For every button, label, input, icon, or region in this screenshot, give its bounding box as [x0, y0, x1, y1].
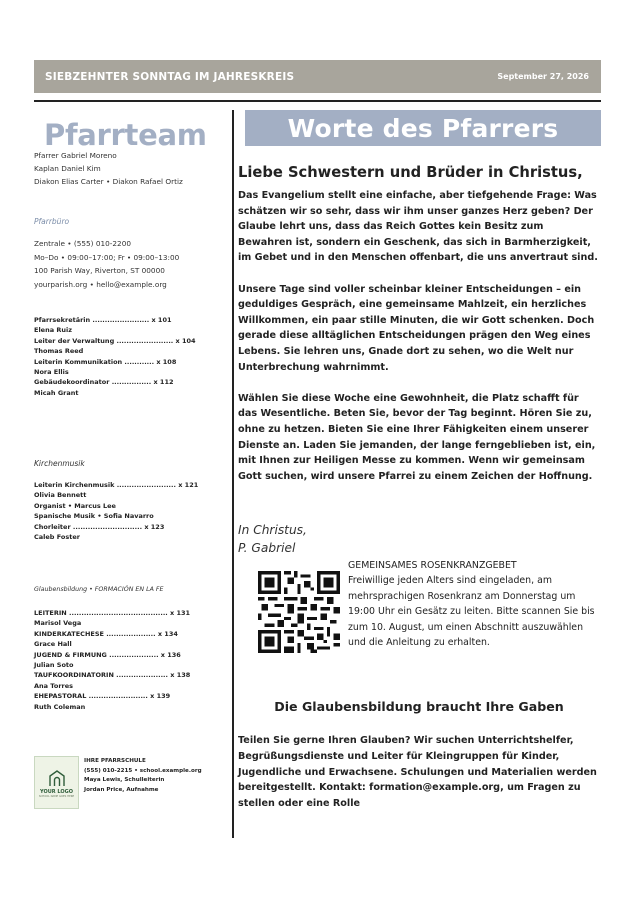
- office-line: Mo–Do • 09:00–17:00; Fr • 09:00–13:00: [34, 252, 180, 262]
- header-banner: [34, 60, 601, 93]
- faith-line: Ruth Coleman: [34, 702, 86, 711]
- school-logo-subtext: SCHOOL NAME GOES HERE: [38, 794, 75, 798]
- music-line: Spanische Musik • Sofia Navarro: [34, 512, 154, 521]
- faith-line: Grace Hall: [34, 640, 72, 649]
- letter-signature: [238, 522, 307, 557]
- music-heading: Kirchenmusik: [34, 459, 85, 468]
- qr-code[interactable]: [258, 570, 340, 654]
- rosary-text: Freiwillige jeden Alters sind eingeladen, am mehrsprachigen Rosenkranz am Donnerstag um 19:00 Uhr ein Gesätz zu leiten. Bitte scannen Sie bis zum 10. August, um einen Abschnitt auszuwählen und die Anleitung zu erhalten.: [348, 575, 595, 649]
- music-line: Caleb Foster: [34, 533, 80, 542]
- music-line: Organist • Marcus Lee: [34, 501, 116, 510]
- music-line: Leiterin Kirchenmusik ........................ x 121: [34, 481, 199, 489]
- faith-formation-appeal-heading: Die Glaubensbildung braucht Ihre Gaben: [274, 699, 564, 714]
- staff-line: Gebäudekoordinator ................ x 112: [34, 378, 174, 387]
- sidebar-heading: Pfarrteam: [44, 118, 207, 152]
- pastor-letter: [238, 188, 600, 484]
- office-heading: Pfarrbüro: [34, 217, 70, 226]
- faith-line: Julian Soto: [34, 661, 74, 670]
- office-info: [34, 237, 179, 291]
- staff-line: Elena Ruiz: [34, 326, 72, 335]
- letter-paragraph: ohne zu hetzen. Bieten Sie eine Ihrer Fähigkeiten einem unserer Dienste an. Laden Sie jemanden, der lange ferngeblieben ist, ein, mit Ihnen zur Heiligen Messe zu kommen. Wenn wir gemeinsam Gott suchen, wird unsere Pfarrei zu einem Zeichen der Hoffnung.: [238, 423, 596, 482]
- clergy-line: Diakon Elias Carter • Diakon Rafael Ortiz: [34, 177, 183, 186]
- pastor-section-heading: Worte des Pfarrers: [245, 110, 601, 146]
- office-line: 100 Parish Way, Riverton, ST 00000: [34, 266, 165, 275]
- staff-line: Leiterin Kommunikation ............ x 108: [34, 357, 177, 366]
- rosary-title: GEMEINSAMES ROSENKRANZGEBET: [348, 560, 517, 571]
- school-logo: [34, 756, 79, 809]
- faith-line: TAUFKOORDINATORIN ..................... x 138: [34, 671, 191, 680]
- staff-directory: [34, 315, 220, 398]
- liturgical-day-title: SIEBZEHNTER SONNTAG IM JAHRESKREIS: [45, 70, 295, 83]
- music-line: Chorleiter ............................ x 123: [34, 522, 165, 531]
- letter-greeting: Liebe Schwestern und Brüder in Christus,: [238, 164, 583, 181]
- staff-line: Nora Ellis: [34, 368, 69, 377]
- faith-line: LEITERIN ........................................ x 131: [34, 609, 191, 617]
- music-line: Olivia Bennett: [34, 491, 87, 500]
- faith-line: EHEPASTORAL ........................ x 139: [34, 692, 171, 701]
- clergy-list: [34, 149, 183, 188]
- bulletin-date: September 27, 2026: [497, 72, 589, 81]
- school-info: [84, 757, 202, 795]
- faith-line: KINDERKATECHESE .................... x 134: [34, 629, 178, 638]
- rosary-announcement: [348, 558, 602, 650]
- staff-line: Micah Grant: [34, 388, 79, 397]
- column-divider: [232, 110, 234, 838]
- faith-formation-heading: Glaubensbildung • FORMACIÓN EN LA FE: [34, 586, 164, 593]
- school-line: (555) 010-2215 • school.example.org: [84, 767, 202, 774]
- faith-line: Ana Torres: [34, 681, 74, 690]
- staff-line: Pfarrsekretärin ....................... x 101: [34, 316, 172, 324]
- school-line: Maya Lewis, Schulleiterin: [84, 777, 165, 784]
- faith-formation-appeal-text: Teilen Sie gerne Ihren Glauben? Wir suchen Unterrichtshelfer, Begrüßungsdienste und Leiter für Kleingruppen für Kinder, Jugendliche und Erwachsene. Schulungen und Materialien werden bereitgestellt. Kontakt: formation@example.org, um Fragen zu stellen oder eine Rolle: [238, 735, 597, 810]
- letter-paragraph: Wählen Sie diese Woche eine Gewohnheit, die Platz schafft für das Wesentliche. Beten Sie, bevor der Tag beginnt. Hören Sie zu,: [238, 392, 592, 420]
- signature-name: P. Gabriel: [238, 540, 296, 555]
- office-line: Zentrale • (555) 010-2200: [34, 239, 131, 248]
- office-line: yourparish.org • hello@example.org: [34, 279, 167, 289]
- school-building-icon: [47, 768, 67, 788]
- header-divider: [34, 100, 601, 102]
- faith-line: Marisol Vega: [34, 619, 82, 628]
- letter-paragraph: Das Evangelium stellt eine einfache, aber tiefgehende Frage: Was schätzen wir so sehr, dass wir ihm unser ganzes Herz geben? Der Glaube lehrt uns, dass das Reich Gottes kein Besitz zum Bewahren ist, sondern ein Geschenk, das sich in Barmherzigkeit, im Gebet und in den Menschen offenbart, die uns anvertraut sind.: [238, 190, 598, 264]
- letter-paragraph: Unsere Tage sind voller scheinbar kleiner Entscheidungen – ein geduldiges Gespräch, eine gemeinsame Mahlzeit, ein herzliches Willkommen, ein paar stille Minuten, die wir Gott schenken. Doch gerade diese alltäglichen Entscheidungen prägen den Weg eines Lebens. Sie lehren uns, Gnade dort zu sehen, wo die Welt nur Unterbrechung wahrnimmt.: [238, 283, 595, 373]
- staff-line: Leiter der Verwaltung ....................... x 104: [34, 336, 196, 345]
- music-directory: [34, 480, 220, 542]
- faith-line: JUGEND & FIRMUNG .................... x 136: [34, 650, 181, 659]
- signature-closing: In Christus,: [238, 523, 307, 537]
- faith-formation-directory: [34, 608, 220, 712]
- clergy-line: Pfarrer Gabriel Moreno: [34, 151, 117, 160]
- school-line: IHRE PFARRSCHULE: [84, 758, 146, 764]
- school-logo-text: YOUR LOGO: [40, 788, 73, 795]
- school-line: Jordan Price, Aufnahme: [84, 786, 159, 793]
- staff-line: Thomas Reed: [34, 347, 84, 356]
- clergy-line: Kaplan Daniel Kim: [34, 164, 101, 173]
